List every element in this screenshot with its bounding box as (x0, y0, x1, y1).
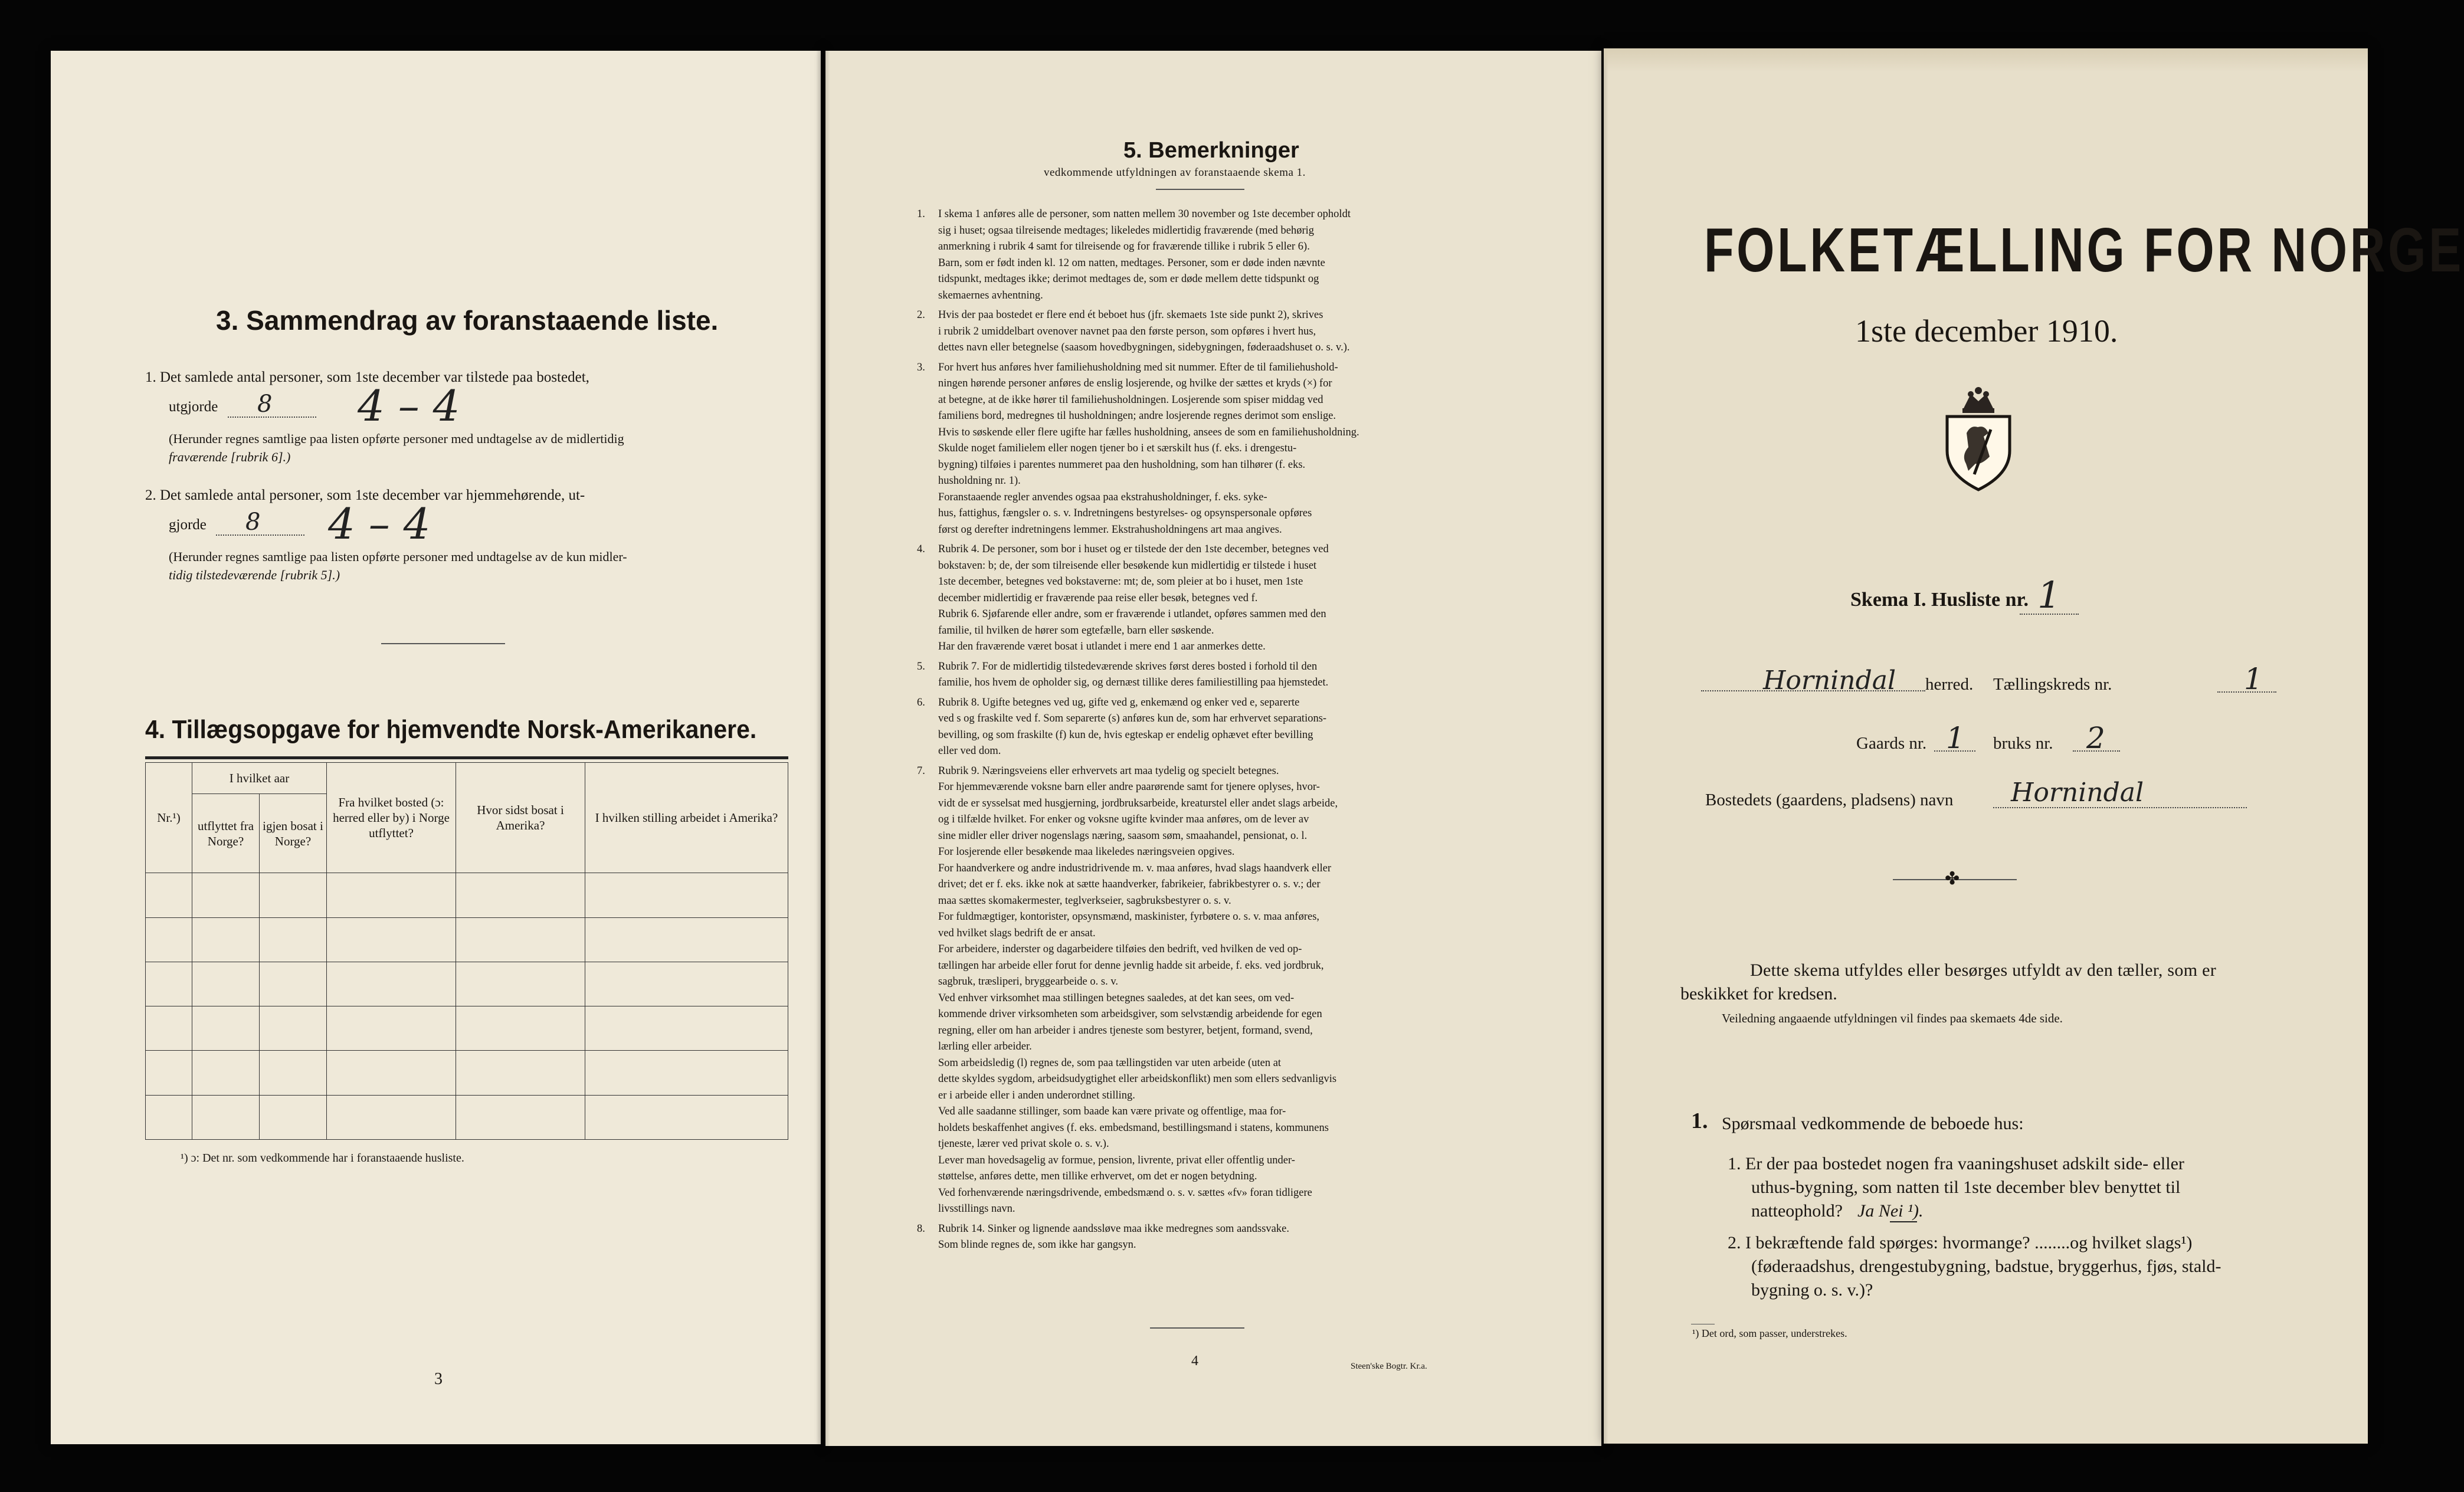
remark-line (917, 639, 1510, 655)
remark-text: Ved forhenværende næringsdrivende, embedsmænd o. s. v. sættes «fv» foran tidligere (938, 1186, 1312, 1199)
page-fold-shadow (816, 51, 821, 1444)
col-stilling-header: I hvilken stilling arbeidet i Amerika? (585, 763, 788, 873)
form-date: 1ste december 1910. (1855, 313, 2118, 349)
remark-text: ved s og fraskilte ved f. Som separerte (s) anføres kun de, som har erhvervet separations- (938, 713, 1327, 724)
question-1-heading: Spørsmaal vedkommende de beboede hus: (1722, 1114, 2024, 1133)
kreds-label: Tællingskreds nr. (1993, 675, 2112, 694)
remark-text: Som blinde regnes de, som ikke har gangsyn. (938, 1239, 1136, 1251)
remark-text: kommende driver virksomheten som arbeidsgiver, som selvstændig arbeidende for egen (938, 1008, 1322, 1020)
ornament-icon: ✤ (1945, 869, 1960, 888)
remark-text: Skulde noget familielem eller nogen tjener bo i et særskilt hus (f. eks. i drengestu- (938, 442, 1297, 454)
remark-line (917, 376, 1510, 392)
col-utflyttet-header: utflyttet fra Norge? (192, 794, 260, 873)
remark-text: ningen hørende personer anføres de enslig losjerende, og hvilke der sættes et kryds (×) for (938, 378, 1332, 389)
remark-line (917, 255, 1510, 272)
remark-text: Ved alle saadanne stillinger, som baade kan være private og offentlige, maa for- (938, 1106, 1286, 1117)
table-top-rule (145, 756, 788, 759)
remark-text: hus, fattighus, fængsler o. s. v. Indretningens bestyrelses- og opsynspersonale opføres (938, 507, 1312, 519)
remark-line (917, 812, 1510, 828)
remark-line (917, 623, 1510, 640)
remark-text: og i tilfælde hvilket. For enker og voksne ugifte kvinder maa anføres, om de lever av (938, 814, 1309, 825)
herred-value: Hornindal (1763, 665, 1896, 696)
remark-text: For losjerende eller besøkende maa likeledes næringsveien opgives. (938, 846, 1235, 858)
col-hvor-header: Hvor sidst bosat i Amerika? (456, 763, 585, 873)
kreds-dotted-line (2217, 691, 2276, 693)
remark-line (917, 1039, 1510, 1055)
remark-line (917, 490, 1510, 506)
item2-handwritten-total: 4 – 4 (328, 499, 431, 549)
remark-text: Rubrik 7. For de midlertidig tilstedeværende skrives først deres bosted i forhold til den (938, 660, 1318, 673)
herred-label: herred. (1925, 675, 1974, 694)
remark-text: For hjemmeværende voksne barn eller andre paarørende samt for tjenere oplyses, hvor- (938, 781, 1320, 793)
remark-line (917, 1169, 1510, 1185)
remark-line (917, 1153, 1510, 1169)
question-1-1-c-label: natteophold? (1751, 1201, 1843, 1221)
left-page (51, 51, 821, 1444)
remark-line (917, 727, 1510, 744)
kreds-value: 1 (2244, 662, 2263, 696)
page-number: 4 (1191, 1353, 1198, 1369)
remark-text: sine midler eller driver nogenslags næring, saasom søm, smaahandel, pensionat, o. l. (938, 829, 1308, 842)
remark-number: 5. (917, 660, 925, 673)
col-igjen-header: igjen bosat i Norge? (260, 794, 327, 873)
remark-text: Ved enhver virksomhet maa stillingen betegnes saaledes, at det kan sees, om ved- (938, 992, 1295, 1004)
remark-number: 6. (917, 696, 925, 709)
remark-text: 1ste december, betegnes ved bokstaverne: mt; de, som pleier at bo i huset, men 1ste (938, 576, 1303, 588)
remark-text: holdets beskaffenhet angives (f. eks. embedsmand, bestillingsmand i statens, kommunens (938, 1122, 1329, 1134)
printer-imprint: Steen'ske Bogtr. Kr.a. (1351, 1362, 1427, 1371)
remark-line (917, 763, 1510, 780)
item2-value: 8 (245, 509, 261, 536)
remark-text: i rubrik 2 umiddelbart ovenover navnet paa den første person, som opføres i hvert hus, (938, 325, 1316, 337)
coat-of-arms-icon (1940, 386, 2017, 492)
item2-note-a: (Herunder regnes samtlige paa listen opførte personer med undtagelse av de kun midler- (169, 549, 627, 564)
table-row (146, 1051, 788, 1095)
remark-line (917, 1237, 1510, 1254)
remark-line (917, 926, 1510, 942)
remark-line (917, 958, 1510, 975)
remark-text: drivet; det er f. eks. ikke nok at sætte haandverker, fabrikeier, fabrikbestyrer o. s. v.; der (938, 878, 1321, 890)
remark-line (917, 340, 1510, 356)
remark-text: regning, eller om han arbeider i andres tjeneste som bestyrer, betjent, formand, svend, (938, 1024, 1313, 1037)
remark-text: I skema 1 anføres alle de personer, som natten mellem 30 november og 1ste december opholdt (938, 208, 1351, 220)
item1-note-a: (Herunder regnes samtlige paa listen opførte personer med undtagelse av de midlertidig (169, 431, 624, 446)
remark-text: Lever man hovedsagelig av formue, pension, livrente, privat eller offentlig under- (938, 1154, 1295, 1166)
table-row (146, 1095, 788, 1139)
remark-line (917, 288, 1510, 304)
remarks-list (917, 206, 1510, 1254)
remark-text: Som arbeidsledig (l) regnes de, som paa tællingstiden var uten arbeide (uten at (938, 1057, 1282, 1069)
item1-utgjorde-label: utgjorde (169, 399, 218, 415)
remark-line (917, 324, 1510, 340)
remark-line (917, 675, 1510, 691)
remark-line (917, 206, 1510, 223)
remark-text: at betegne, at de ikke hører til familiehusholdningen. Losjerende som spiser middag ved (938, 394, 1323, 406)
remark-line (917, 558, 1510, 575)
remark-line (917, 591, 1510, 607)
remark-text: støttelse, anføres dette, men tillike erhvervet, om det er nogen betydning. (938, 1170, 1257, 1182)
question-1-1-b: uthus-bygning, som natten til 1ste december blev benyttet til (1751, 1178, 2181, 1197)
remark-line (917, 1006, 1510, 1023)
remark-line (917, 974, 1510, 991)
item2-note-b: tidig tilstedeværende [rubrik 5].) (169, 568, 340, 582)
remark-text: Barn, som er født inden kl. 12 om natten, medtages. Personer, som er døde inden nævnte (938, 257, 1325, 269)
intro-text-a: Dette skema utfyldes eller besørges utfyldt av den tæller, som er (1750, 960, 2217, 980)
footer-rule (1150, 1327, 1244, 1329)
remark-line (917, 1201, 1510, 1218)
question-1-2-c: bygning o. s. v.)? (1751, 1280, 1873, 1300)
remark-line (917, 659, 1510, 676)
footnote: ¹) Det ord, som passer, understrekes. (1692, 1327, 1847, 1339)
remark-text: For haandverkere og andre industridrivende m. v. maa anføres, hvad slags haandverk eller (938, 862, 1332, 874)
remark-number: 8. (917, 1222, 925, 1235)
remark-line (917, 522, 1510, 539)
remark-text: Har den fraværende været bosat i utlandet i mere end 1 aar anmerkes dette. (938, 641, 1266, 652)
remark-text: maa sættes skomakermester, teglverkseier, sagbruksbestyrer o. s. v. (938, 894, 1231, 907)
remark-text: bokstaven: b; de, der som tilreisende eller besøkende kun midlertidig er tilstede i huset (938, 559, 1317, 572)
remark-text: husholdning nr. 1). (938, 475, 1021, 487)
remark-text: eller ved dom. (938, 745, 1001, 757)
answer-underline (1890, 1221, 1917, 1222)
remark-line (917, 606, 1510, 623)
remark-text: tællingen har arbeide eller forut for denne jevnlig hadde sit arbeide, f. eks. ved jordbruk, (938, 959, 1324, 972)
remark-number: 2. (917, 309, 925, 321)
remark-line (917, 828, 1510, 845)
remark-text: lærling eller arbeider. (938, 1041, 1032, 1052)
table-row (146, 1006, 788, 1051)
page-fold-shadow (825, 51, 830, 1446)
remark-line (917, 695, 1510, 711)
remark-line (917, 1104, 1510, 1120)
bosted-value: Hornindal (2011, 778, 2144, 808)
right-page (1604, 48, 2464, 1444)
norsk-amerikanere-table (145, 762, 788, 1140)
remark-line (917, 360, 1510, 376)
remark-text: For hvert hus anføres hver familiehusholdning med sit nummer. Efter de til familiehushold- (938, 361, 1338, 373)
remark-line (917, 877, 1510, 893)
question-1-number: 1. (1691, 1109, 1708, 1133)
remark-text: familiens bord, medregnes til husholdningen; andre losjerende regnes derimot som enslige. (938, 410, 1336, 422)
remark-text: familie, hos hvem de opholder sig, og dernæst tillike deres familiestilling paa hjemstedet. (938, 677, 1329, 688)
remark-line (917, 271, 1510, 288)
remark-line (917, 1185, 1510, 1202)
remark-text: bygning) tilføies i parentes nummeret paa den husholdning, som han tilhører (f. eks. (938, 458, 1306, 471)
form-title: FOLKETÆLLING FOR NORGE (1704, 215, 2464, 285)
remark-line (917, 1088, 1510, 1104)
bruks-label: bruks nr. (1993, 734, 2053, 753)
remark-text: vidt de er sysselsat med husgjerning, jordbruksarbeide, kreaturstel eller andet slags arbeide, (938, 797, 1338, 809)
guidance-text: Veiledning angaaende utfyldningen vil findes paa skemaets 4de side. (1722, 1011, 2063, 1025)
section-3-heading: 3. Sammendrag av foranstaaende liste. (216, 305, 719, 336)
remark-line (917, 307, 1510, 324)
question-1-1-answer: Ja Nei ¹). (1857, 1201, 1924, 1221)
remark-number: 7. (917, 765, 925, 777)
remark-text: sig i huset; ogsaa tilreisende medtages; likeledes midlertidig fraværende (med behørig (938, 224, 1315, 237)
remark-text: Rubrik 4. De personer, som bor i huset og er tilstede der den 1ste december, betegnes ved (938, 543, 1329, 555)
remark-number: 4. (917, 543, 925, 555)
schema-label: Skema I. Husliste nr. (1850, 589, 2029, 611)
remark-line (917, 457, 1510, 474)
remark-text: livsstillings navn. (938, 1203, 1015, 1215)
remark-line (917, 779, 1510, 796)
remark-text: dette skyldes sygdom, arbeidsudygtighet eller arbeidskonflikt) men som ellers sedvanligvis (938, 1073, 1337, 1085)
remark-text: Hvis der paa bostedet er flere end ét beboet hus (jfr. skemaets 1ste side punkt 2), skrives (938, 309, 1323, 321)
remark-number: 3. (917, 361, 925, 373)
remark-text: Rubrik 9. Næringsveiens eller erhvervets art maa tydelig og specielt betegnes. (938, 765, 1279, 777)
gaards-dotted-line (1934, 750, 1975, 752)
remark-line (917, 408, 1510, 425)
question-1-1-a: 1. Er der paa bostedet nogen fra vaaningshuset adskilt side- eller (1728, 1154, 2184, 1173)
remark-line (917, 1023, 1510, 1040)
remark-text: sagbruk, træsliperi, bryggearbeide o. s. v. (938, 976, 1119, 988)
section-4-heading: 4. Tillægsopgave for hjemvendte Norsk-Amerikanere. (145, 715, 757, 744)
remark-text: bevilling, og som fraskilte (f) kun de, hvis egteskap er endelig ophævet efter bevilling (938, 729, 1313, 741)
remarks-heading: 5. Bemerkninger (1123, 138, 1299, 163)
gaards-value: 1 (1946, 721, 1965, 755)
remark-text: Foranstaaende regler anvendes ogsaa paa ekstrahusholdninger, f. eks. syke- (938, 491, 1267, 503)
bruks-value: 2 (2086, 721, 2105, 755)
remark-text: Rubrik 8. Ugifte betegnes ved ug, gifte ved g, enkemænd og enker ved e, separerte (938, 696, 1300, 709)
remark-text: Hvis to søskende eller flere ugifte har fælles husholdning, ansees de som en familiehusholdning. (938, 426, 1359, 438)
bosted-dotted-line (1993, 807, 2247, 808)
remark-text: er i arbeide eller i anden underordnet stilling. (938, 1089, 1135, 1101)
remark-line (917, 1136, 1510, 1153)
husliste-nr-value: 1 (2037, 573, 2061, 617)
remark-text: For fuldmægtiger, kontorister, opsynsmænd, maskinister, fyrbøtere o. s. v. maa anføres, (938, 911, 1320, 923)
remark-line (917, 861, 1510, 877)
remark-line (917, 1221, 1510, 1238)
remark-line (917, 425, 1510, 441)
heading-rule (1156, 189, 1244, 190)
intro-text-b: beskikket for kredsen. (1680, 984, 1837, 1004)
col-fra-header: Fra hvilket bosted (ɔ: herred eller by) i Norge utflyttet? (327, 763, 456, 873)
remark-text: For arbeidere, inderster og dagarbeidere tilføies den bedrift, ved hvilken de ved op- (938, 943, 1302, 955)
bosted-label: Bostedets (gaardens, pladsens) navn (1705, 791, 1954, 809)
remark-line (917, 506, 1510, 522)
remark-line (917, 909, 1510, 926)
remark-line (917, 991, 1510, 1007)
remark-line (917, 574, 1510, 591)
item2-dotted-line (216, 535, 304, 536)
item1-dotted-line (228, 417, 316, 418)
remark-text: ved hvilket slags bedrift de er ansat. (938, 927, 1096, 939)
table-row (146, 962, 788, 1006)
remark-text: anmerkning i rubrik 4 samt for tilreisende og for fraværende tillike i rubrik 5 eller 6). (938, 241, 1310, 253)
gaards-label: Gaards nr. (1856, 734, 1927, 753)
remark-line (917, 1120, 1510, 1137)
col-group-header: I hvilket aar (192, 763, 327, 794)
item1-note-b: fraværende [rubrik 6].) (169, 450, 291, 464)
remarks-subheading: vedkommende utfyldningen av foranstaaende skema 1. (1044, 166, 1306, 179)
remark-line (917, 796, 1510, 812)
remark-line (917, 942, 1510, 958)
remark-line (917, 441, 1510, 457)
item2-gjorde-label: gjorde (169, 517, 207, 533)
remark-text: tjeneste, lærer ved privat skole o. s. v.). (938, 1138, 1109, 1150)
remark-line (917, 711, 1510, 727)
remark-line (917, 239, 1510, 255)
remark-text: Rubrik 14. Sinker og lignende aandssløve maa ikke medregnes som aandssvake. (938, 1222, 1289, 1235)
col-nr-header: Nr.¹) (146, 763, 192, 873)
husliste-dotted-line (2020, 614, 2079, 615)
item1-value: 8 (257, 391, 273, 418)
table-row (146, 873, 788, 917)
table-footnote: ¹) ɔ: Det nr. som vedkommende har i foranstaaende husliste. (181, 1152, 464, 1165)
remark-line (917, 1071, 1510, 1088)
section-divider (381, 643, 505, 644)
remark-text: december midlertidig er fraværende paa reise eller besøk, betegnes ved f. (938, 592, 1258, 604)
remark-text: familie, til hvilken de hører som egtefælle, barn eller søskende. (938, 624, 1214, 637)
remark-text: først og derefter indretningens lemmer. Ekstrahusholdningens art maa angives. (938, 523, 1282, 536)
remark-line (917, 542, 1510, 558)
remark-text: Rubrik 6. Sjøfarende eller andre, som er fraværende i utlandet, opføres sammen med den (938, 608, 1326, 620)
question-1-2-b: (føderaadshus, drengestubygning, badstue, bryggerhus, fjøs, stald- (1751, 1257, 2221, 1276)
remark-number: 1. (917, 208, 925, 220)
question-1-2-a: 2. I bekræftende fald spørges: hvormange? ........og hvilket slags¹) (1728, 1233, 2193, 1252)
remark-line (917, 743, 1510, 760)
remark-line (917, 473, 1510, 490)
summary-item-1: 1. Det samlede antal personer, som 1ste december var tilstede paa bostedet, (145, 369, 589, 385)
remark-text: tidspunkt, medtages ikke; derimot medtages de, som er døde mellem dette tidspunkt og (938, 273, 1319, 285)
remark-line (917, 392, 1510, 409)
page-number: 3 (434, 1370, 443, 1388)
bruks-dotted-line (2073, 750, 2120, 752)
page-fold-shadow (1604, 48, 1608, 1444)
summary-item-2: 2. Det samlede antal personer, som 1ste december var hjemmehørende, ut- (145, 487, 585, 503)
paper-edge (1604, 48, 2368, 72)
item1-handwritten-total: 4 – 4 (358, 381, 460, 431)
remark-line (917, 893, 1510, 910)
remark-line (917, 844, 1510, 861)
remark-line (917, 1055, 1510, 1072)
remark-text: dettes navn eller betegnelse (saasom hovedbygningen, sidebygningen, føderaadshuset o. s. v.). (938, 342, 1350, 353)
middle-page (825, 51, 1601, 1446)
table-row (146, 917, 788, 962)
remark-text: skemaernes avhentning. (938, 289, 1043, 301)
remark-line (917, 223, 1510, 240)
